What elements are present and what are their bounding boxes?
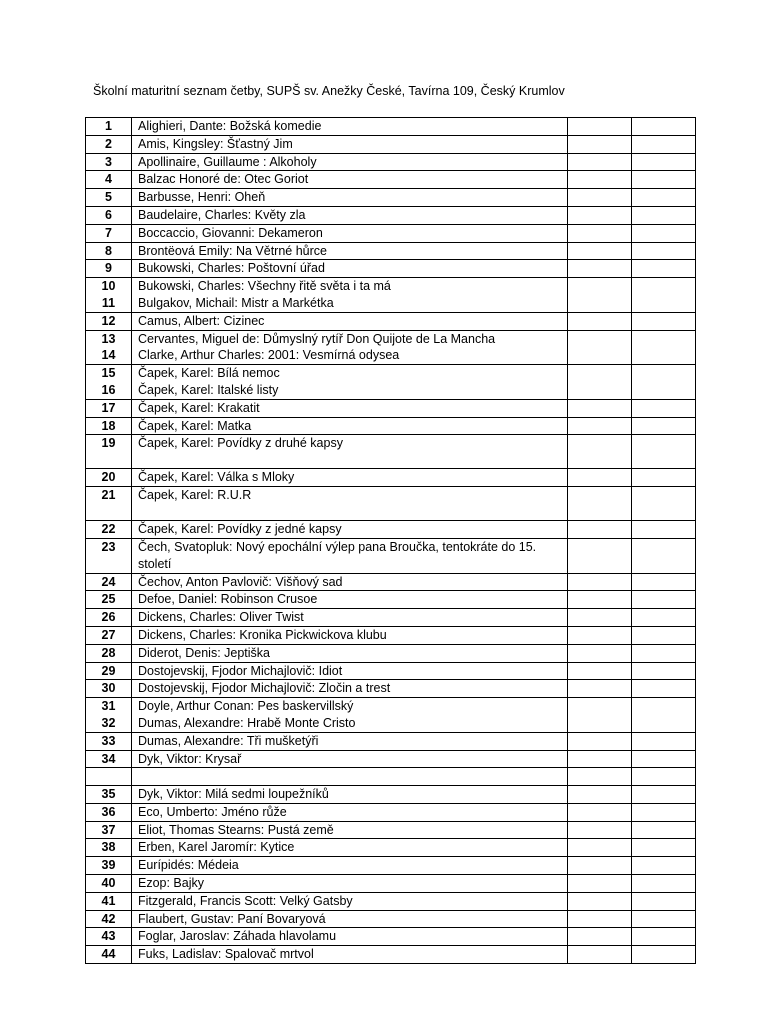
empty-cell bbox=[632, 417, 696, 435]
book-title-cell bbox=[132, 224, 568, 242]
book-title: Amis, Kingsley: Šťastný Jim bbox=[138, 136, 293, 151]
book-title: Dyk, Viktor: Krysař bbox=[138, 751, 242, 766]
empty-cell bbox=[568, 857, 632, 875]
row-number: 36 bbox=[101, 804, 116, 819]
row-number: 30 bbox=[101, 681, 116, 696]
book-title: Čapek, Karel: Italské listy bbox=[138, 382, 279, 397]
table-row bbox=[86, 469, 696, 487]
book-title: Čapek, Karel: Bílá nemoc bbox=[138, 366, 280, 381]
row-number: 12 bbox=[101, 313, 116, 328]
row-number: 11 bbox=[101, 295, 116, 310]
book-title-cell bbox=[132, 573, 568, 591]
row-number: 6 bbox=[105, 207, 112, 222]
book-title: Foglar, Jaroslav: Záhada hlavolamu bbox=[138, 929, 337, 944]
book-title: Boccaccio, Giovanni: Dekameron bbox=[138, 225, 323, 240]
book-title: Brontëová Emily: Na Větrné hůrce bbox=[138, 243, 327, 258]
book-title: Ezop: Bajky bbox=[138, 876, 205, 891]
row-number: 34 bbox=[101, 751, 116, 766]
empty-cell bbox=[632, 365, 696, 400]
book-title-cell bbox=[132, 538, 568, 573]
row-number: 5 bbox=[105, 190, 112, 205]
empty-cell bbox=[568, 644, 632, 662]
empty-cell bbox=[632, 821, 696, 839]
book-title-cell bbox=[132, 135, 568, 153]
table-row bbox=[86, 487, 696, 521]
book-title: Apollinaire, Guillaume : Alkoholy bbox=[138, 154, 317, 169]
book-title-cell bbox=[132, 312, 568, 330]
empty-cell bbox=[632, 946, 696, 964]
empty-cell bbox=[568, 609, 632, 627]
empty-cell bbox=[632, 224, 696, 242]
empty-cell bbox=[568, 875, 632, 893]
row-number-cell bbox=[86, 892, 132, 910]
row-number: 14 bbox=[101, 348, 116, 363]
book-title-cell bbox=[132, 928, 568, 946]
row-number: 37 bbox=[101, 822, 116, 837]
book-title: Čechov, Anton Pavlovič: Višňový sad bbox=[138, 574, 343, 589]
book-title: Camus, Albert: Cizinec bbox=[138, 313, 265, 328]
row-number-cell bbox=[86, 135, 132, 153]
table-row bbox=[86, 224, 696, 242]
row-number: 43 bbox=[101, 929, 116, 944]
row-number: 39 bbox=[101, 858, 116, 873]
row-number-cell bbox=[86, 206, 132, 224]
row-number-cell bbox=[86, 417, 132, 435]
row-number: 22 bbox=[101, 522, 116, 537]
row-number: 1 bbox=[105, 119, 112, 133]
row-number: 27 bbox=[101, 627, 116, 642]
empty-cell bbox=[568, 732, 632, 750]
book-title-cell bbox=[132, 946, 568, 964]
book-title-cell bbox=[132, 821, 568, 839]
book-title: Bukowski, Charles: Všechny řitě světa i ta má bbox=[138, 279, 391, 294]
row-number: 24 bbox=[101, 574, 116, 589]
book-title: Bukowski, Charles: Poštovní úřad bbox=[138, 261, 325, 276]
book-title: Defoe, Daniel: Robinson Crusoe bbox=[138, 592, 318, 607]
table-row bbox=[86, 260, 696, 278]
book-title: Dumas, Alexandre: Hrabě Monte Cristo bbox=[138, 715, 356, 730]
book-title: Cervantes, Miguel de: Důmyslný rytíř Don Quijote de La Mancha bbox=[138, 331, 496, 346]
table-row bbox=[86, 330, 696, 365]
book-title: Diderot, Denis: Jeptiška bbox=[138, 645, 271, 660]
table-row bbox=[86, 312, 696, 330]
empty-cell bbox=[632, 330, 696, 365]
book-title-cell bbox=[132, 153, 568, 171]
row-number: 15 bbox=[101, 366, 116, 381]
row-number: 26 bbox=[101, 610, 116, 625]
row-number-cell bbox=[86, 487, 132, 521]
book-title bbox=[138, 768, 567, 785]
row-number-cell bbox=[86, 312, 132, 330]
table-row bbox=[86, 242, 696, 260]
empty-cell bbox=[568, 946, 632, 964]
table-row bbox=[86, 786, 696, 804]
row-number: 10 bbox=[101, 279, 116, 294]
empty-cell bbox=[632, 680, 696, 698]
table-row bbox=[86, 680, 696, 698]
empty-cell bbox=[632, 786, 696, 804]
table-row bbox=[86, 946, 696, 964]
row-number-cell bbox=[86, 644, 132, 662]
row-number-cell bbox=[86, 153, 132, 171]
row-number: 2 bbox=[105, 136, 112, 151]
row-number: 17 bbox=[101, 400, 116, 415]
empty-cell bbox=[632, 399, 696, 417]
book-title: Čapek, Karel: Povídky z jedné kapsy bbox=[138, 522, 342, 537]
empty-cell bbox=[568, 521, 632, 539]
row-number: 8 bbox=[105, 243, 112, 258]
empty-cell bbox=[568, 626, 632, 644]
empty-cell bbox=[632, 626, 696, 644]
empty-cell bbox=[568, 662, 632, 680]
table-row bbox=[86, 171, 696, 189]
table-row bbox=[86, 189, 696, 207]
row-number-cell bbox=[86, 857, 132, 875]
row-number-cell bbox=[86, 365, 132, 400]
empty-cell bbox=[632, 487, 696, 521]
empty-cell bbox=[568, 435, 632, 469]
row-number-cell bbox=[86, 750, 132, 768]
empty-cell bbox=[568, 399, 632, 417]
table-row bbox=[86, 857, 696, 875]
row-number bbox=[86, 768, 131, 785]
row-number: 23 bbox=[101, 539, 116, 554]
empty-cell bbox=[632, 591, 696, 609]
book-title: Baudelaire, Charles: Květy zla bbox=[138, 207, 306, 222]
row-number-cell bbox=[86, 118, 132, 136]
book-title-cell bbox=[132, 875, 568, 893]
book-title: Dyk, Viktor: Milá sedmi loupežníků bbox=[138, 787, 329, 802]
book-title-cell bbox=[132, 591, 568, 609]
row-number: 7 bbox=[105, 225, 112, 240]
empty-cell bbox=[568, 750, 632, 768]
empty-cell bbox=[568, 135, 632, 153]
book-title-cell bbox=[132, 786, 568, 804]
table-row bbox=[86, 644, 696, 662]
empty-cell bbox=[568, 487, 632, 521]
empty-cell bbox=[632, 928, 696, 946]
table-row bbox=[86, 750, 696, 768]
book-title-cell bbox=[132, 278, 568, 313]
book-title-cell bbox=[132, 330, 568, 365]
empty-cell bbox=[568, 260, 632, 278]
book-title-cell bbox=[132, 609, 568, 627]
book-title-cell bbox=[132, 732, 568, 750]
empty-cell bbox=[632, 662, 696, 680]
empty-cell bbox=[632, 469, 696, 487]
empty-cell bbox=[632, 521, 696, 539]
empty-cell bbox=[632, 242, 696, 260]
empty-cell bbox=[632, 171, 696, 189]
row-number-cell bbox=[86, 910, 132, 928]
row-number: 44 bbox=[101, 947, 116, 962]
table-row bbox=[86, 839, 696, 857]
row-number-cell bbox=[86, 875, 132, 893]
book-title: Čapek, Karel: Krakatit bbox=[138, 400, 260, 415]
book-title: Eco, Umberto: Jméno růže bbox=[138, 804, 287, 819]
empty-cell bbox=[632, 698, 696, 733]
table-row bbox=[86, 892, 696, 910]
empty-cell bbox=[568, 206, 632, 224]
book-title: Eliot, Thomas Stearns: Pustá země bbox=[138, 822, 334, 837]
book-title: Erben, Karel Jaromír: Kytice bbox=[138, 840, 295, 855]
empty-cell bbox=[632, 573, 696, 591]
book-title-cell bbox=[132, 487, 568, 521]
book-title: Clarke, Arthur Charles: 2001: Vesmírná odysea bbox=[138, 348, 400, 363]
empty-cell bbox=[632, 118, 696, 136]
empty-cell bbox=[568, 591, 632, 609]
row-number-cell bbox=[86, 538, 132, 573]
book-title-cell bbox=[132, 698, 568, 733]
empty-cell bbox=[568, 469, 632, 487]
document-title: Školní maturitní seznam četby, SUPŠ sv. Anežky České, Tavírna 109, Český Krumlov bbox=[93, 84, 565, 98]
reading-list-body bbox=[86, 118, 696, 964]
row-number-cell bbox=[86, 626, 132, 644]
empty-cell bbox=[632, 803, 696, 821]
empty-cell bbox=[632, 875, 696, 893]
row-number: 16 bbox=[101, 382, 116, 397]
table-row bbox=[86, 609, 696, 627]
empty-cell bbox=[632, 892, 696, 910]
row-number: 25 bbox=[101, 592, 116, 607]
empty-cell bbox=[632, 768, 696, 786]
empty-cell bbox=[568, 892, 632, 910]
book-title-cell bbox=[132, 768, 568, 786]
table-row bbox=[86, 135, 696, 153]
book-title-cell bbox=[132, 260, 568, 278]
table-row bbox=[86, 910, 696, 928]
row-number-cell bbox=[86, 698, 132, 733]
empty-cell bbox=[632, 153, 696, 171]
book-title-cell bbox=[132, 626, 568, 644]
row-number-cell bbox=[86, 521, 132, 539]
empty-cell bbox=[568, 768, 632, 786]
row-number-cell bbox=[86, 242, 132, 260]
empty-cell bbox=[568, 928, 632, 946]
row-number-cell bbox=[86, 946, 132, 964]
empty-cell bbox=[568, 821, 632, 839]
empty-cell bbox=[568, 278, 632, 313]
row-number-cell bbox=[86, 928, 132, 946]
row-number-cell bbox=[86, 330, 132, 365]
book-title-cell bbox=[132, 857, 568, 875]
reading-list-table bbox=[85, 117, 696, 964]
row-number-cell bbox=[86, 591, 132, 609]
book-title: Čapek, Karel: Povídky z druhé kapsy bbox=[138, 436, 343, 451]
empty-cell bbox=[568, 786, 632, 804]
book-title: Čapek, Karel: Matka bbox=[138, 418, 252, 433]
book-title-cell bbox=[132, 365, 568, 400]
row-number-cell bbox=[86, 768, 132, 786]
book-title-cell bbox=[132, 803, 568, 821]
row-number-cell bbox=[86, 786, 132, 804]
empty-cell bbox=[632, 732, 696, 750]
table-row bbox=[86, 821, 696, 839]
empty-cell bbox=[632, 750, 696, 768]
row-number-cell bbox=[86, 224, 132, 242]
row-number-cell bbox=[86, 573, 132, 591]
book-title: Čapek, Karel: Válka s Mloky bbox=[138, 470, 295, 485]
book-title: Fuks, Ladislav: Spalovač mrtvol bbox=[138, 947, 314, 962]
book-title: Bulgakov, Michail: Mistr a Markétka bbox=[138, 295, 334, 310]
row-number-cell bbox=[86, 821, 132, 839]
empty-cell bbox=[568, 189, 632, 207]
table-row bbox=[86, 768, 696, 786]
table-row bbox=[86, 732, 696, 750]
book-title-cell bbox=[132, 662, 568, 680]
table-row bbox=[86, 206, 696, 224]
row-number: 9 bbox=[105, 261, 112, 276]
empty-cell bbox=[632, 538, 696, 573]
row-number-cell bbox=[86, 260, 132, 278]
empty-cell bbox=[632, 135, 696, 153]
row-number: 41 bbox=[101, 893, 116, 908]
row-number: 20 bbox=[101, 470, 116, 485]
book-title: Dostojevskij, Fjodor Michajlovič: Idiot bbox=[138, 663, 343, 678]
book-title-cell bbox=[132, 435, 568, 469]
row-number: 32 bbox=[101, 715, 116, 730]
table-row bbox=[86, 698, 696, 733]
row-number-cell bbox=[86, 435, 132, 469]
empty-cell bbox=[632, 278, 696, 313]
empty-cell bbox=[568, 910, 632, 928]
row-number: 19 bbox=[101, 436, 116, 451]
row-number-cell bbox=[86, 680, 132, 698]
book-title-cell bbox=[132, 118, 568, 136]
book-title-cell bbox=[132, 750, 568, 768]
table-row bbox=[86, 153, 696, 171]
row-number-cell bbox=[86, 189, 132, 207]
row-number-cell bbox=[86, 839, 132, 857]
empty-cell bbox=[568, 839, 632, 857]
row-number: 38 bbox=[101, 840, 116, 855]
empty-cell bbox=[568, 698, 632, 733]
empty-cell bbox=[568, 538, 632, 573]
row-number: 28 bbox=[101, 645, 116, 660]
empty-cell bbox=[568, 118, 632, 136]
book-title-cell bbox=[132, 171, 568, 189]
empty-cell bbox=[568, 242, 632, 260]
row-number: 40 bbox=[101, 876, 116, 891]
row-number-cell bbox=[86, 803, 132, 821]
empty-cell bbox=[632, 260, 696, 278]
empty-cell bbox=[632, 857, 696, 875]
row-number: 3 bbox=[105, 154, 112, 169]
table-row bbox=[86, 626, 696, 644]
table-row bbox=[86, 573, 696, 591]
empty-cell bbox=[632, 312, 696, 330]
book-title: Dickens, Charles: Oliver Twist bbox=[138, 610, 304, 625]
empty-cell bbox=[632, 644, 696, 662]
empty-cell bbox=[568, 171, 632, 189]
empty-cell bbox=[632, 609, 696, 627]
book-title-cell bbox=[132, 839, 568, 857]
book-title-cell bbox=[132, 910, 568, 928]
book-title-cell bbox=[132, 417, 568, 435]
table-row bbox=[86, 928, 696, 946]
book-title-cell bbox=[132, 399, 568, 417]
row-number: 13 bbox=[101, 331, 116, 346]
row-number: 4 bbox=[105, 172, 112, 187]
book-title-cell bbox=[132, 892, 568, 910]
book-title: Alighieri, Dante: Božská komedie bbox=[138, 119, 322, 133]
row-number: 35 bbox=[101, 787, 116, 802]
book-title: Balzac Honoré de: Otec Goriot bbox=[138, 172, 309, 187]
empty-cell bbox=[632, 189, 696, 207]
table-row bbox=[86, 875, 696, 893]
table-row bbox=[86, 399, 696, 417]
empty-cell bbox=[568, 680, 632, 698]
empty-cell bbox=[568, 803, 632, 821]
table-row bbox=[86, 521, 696, 539]
row-number: 21 bbox=[101, 488, 116, 503]
book-title: Dumas, Alexandre: Tři mušketýři bbox=[138, 733, 319, 748]
book-title-cell bbox=[132, 644, 568, 662]
empty-cell bbox=[568, 365, 632, 400]
book-title: Flaubert, Gustav: Paní Bovaryová bbox=[138, 911, 326, 926]
book-title: Eurípidés: Médeia bbox=[138, 858, 239, 873]
empty-cell bbox=[632, 435, 696, 469]
empty-cell bbox=[632, 839, 696, 857]
book-title: Doyle, Arthur Conan: Pes baskervillský bbox=[138, 699, 354, 714]
empty-cell bbox=[568, 417, 632, 435]
empty-cell bbox=[568, 312, 632, 330]
book-title-cell bbox=[132, 469, 568, 487]
book-title: Dostojevskij, Fjodor Michajlovič: Zločin a trest bbox=[138, 681, 391, 696]
row-number-cell bbox=[86, 732, 132, 750]
table-row bbox=[86, 803, 696, 821]
empty-cell bbox=[632, 910, 696, 928]
row-number: 33 bbox=[101, 733, 116, 748]
table-row bbox=[86, 538, 696, 573]
row-number: 29 bbox=[101, 663, 116, 678]
row-number-cell bbox=[86, 278, 132, 313]
row-number-cell bbox=[86, 609, 132, 627]
empty-cell bbox=[568, 153, 632, 171]
table-row bbox=[86, 435, 696, 469]
row-number: 18 bbox=[101, 418, 116, 433]
row-number: 42 bbox=[101, 911, 116, 926]
book-title-cell bbox=[132, 189, 568, 207]
empty-cell bbox=[568, 573, 632, 591]
empty-cell bbox=[568, 224, 632, 242]
row-number-cell bbox=[86, 399, 132, 417]
row-number-cell bbox=[86, 171, 132, 189]
book-title: Fitzgerald, Francis Scott: Velký Gatsby bbox=[138, 893, 353, 908]
table-row bbox=[86, 278, 696, 313]
table-row bbox=[86, 662, 696, 680]
empty-cell bbox=[568, 330, 632, 365]
table-row bbox=[86, 118, 696, 136]
book-title: Čech, Svatopluk: Nový epochální výlep pana Broučka, tentokráte do 15. století bbox=[138, 539, 537, 571]
row-number-cell bbox=[86, 469, 132, 487]
row-number: 31 bbox=[101, 699, 116, 714]
book-title-cell bbox=[132, 242, 568, 260]
book-title-cell bbox=[132, 521, 568, 539]
empty-cell bbox=[632, 206, 696, 224]
row-number-cell bbox=[86, 662, 132, 680]
book-title: Barbusse, Henri: Oheň bbox=[138, 190, 266, 205]
book-title: Dickens, Charles: Kronika Pickwickova klubu bbox=[138, 627, 387, 642]
table-row bbox=[86, 365, 696, 400]
table-row bbox=[86, 417, 696, 435]
book-title: Čapek, Karel: R.U.R bbox=[138, 488, 252, 503]
table-row bbox=[86, 591, 696, 609]
book-title-cell bbox=[132, 680, 568, 698]
book-title-cell bbox=[132, 206, 568, 224]
